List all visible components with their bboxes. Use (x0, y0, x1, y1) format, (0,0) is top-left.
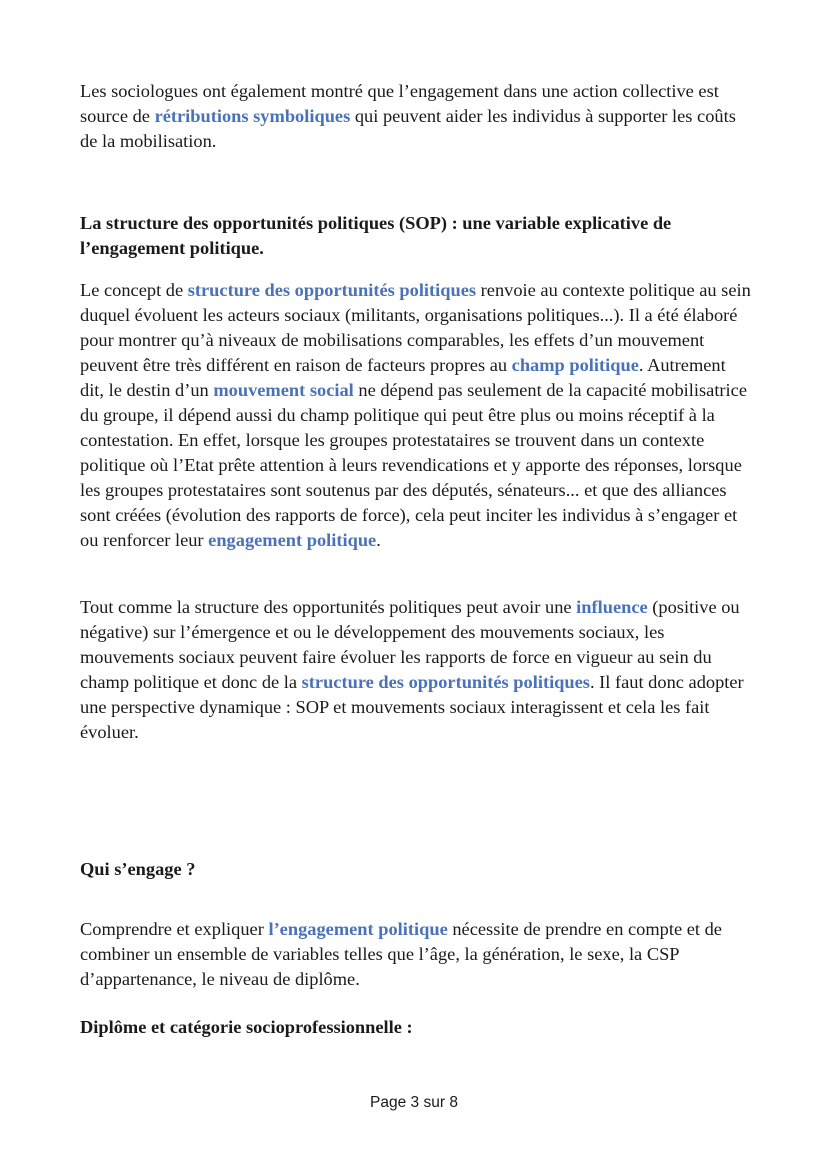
keyword-engagement-politique: engagement politique (208, 530, 377, 550)
text-segment: Le concept de (80, 280, 188, 300)
text-segment: ne dépend pas seulement de la capacité mobilisatrice du groupe, il dépend aussi du champ politique qui peut être plus ou moins réceptif à la contestation. En effet, lorsque les groupes protestataires se trouvent dans un contexte politique où l’Etat prête attention à leurs revendications et y apporte des réponses, lorsque les groupes protestataires sont soutenus par des députés, sénateurs... et que des alliances sont créées (évolution des rapports de force), cela peut inciter les individus à s’engager et ou renforcer leur (80, 380, 747, 550)
keyword-structure-opportunites-2: structure des opportunités politiques (301, 672, 590, 692)
heading-sop: La structure des opportunités politiques (SOP) : une variable explicative de l’engagement politique. (80, 213, 672, 258)
text-segment: . Il faut donc adopter une perspective dynamique : SOP et mouvements sociaux interagissent et cela les fait évoluer. (80, 672, 744, 742)
keyword-retributions-symboliques: rétributions symboliques (154, 106, 351, 126)
text-segment: Tout comme la structure des opportunités politiques peut avoir une (80, 597, 577, 617)
heading-qui-s-engage: Qui s’engage ? (80, 859, 196, 879)
heading-diplome: Diplôme et catégorie socioprofessionnelle : (80, 1017, 413, 1037)
text-segment: (positive ou négative) sur l’émergence et ou le développement des mouvements sociaux, les mouvements sociaux peuvent faire évoluer les rapports de force en vigueur au sein du champ politique et donc de la (80, 597, 740, 692)
keyword-influence: influence (576, 597, 648, 617)
keyword-mouvement-social: mouvement social (213, 380, 354, 400)
keyword-champ-politique: champ politique (511, 355, 639, 375)
text-segment: . Autrement dit, le destin d’un (80, 355, 726, 400)
text-segment: Les sociologues ont également montré que l’engagement dans une action collective est source de (80, 81, 719, 126)
text-segment: renvoie au contexte politique au sein duquel évoluent les acteurs sociaux (militants, organisations politiques...). Il a été élaboré pour montrer qu’à niveaux de mobilisations comparables, les effets d’un mouvement peuvent être très différent en raison de facteurs propres au (80, 280, 751, 375)
keyword-structure-opportunites: structure des opportunités politiques (187, 280, 477, 300)
paragraph-retributions (80, 79, 752, 154)
paragraph-influence (80, 595, 752, 745)
paragraph-variables (80, 917, 752, 992)
text-segment: . (376, 530, 381, 550)
text-segment: qui peuvent aider les individus à supporter les coûts de la mobilisation. (80, 106, 736, 151)
keyword-engagement-politique-2: l’engagement politique (268, 919, 448, 939)
text-segment: nécessite de prendre en compte et de combiner un ensemble de variables telles que l’âge, la génération, le sexe, la CSP d’appartenance, le niveau de diplôme. (80, 919, 722, 989)
text-segment: Comprendre et expliquer (80, 919, 269, 939)
paragraph-sop-concept (80, 278, 752, 553)
page-number: Page 3 sur 8 (370, 1094, 458, 1111)
